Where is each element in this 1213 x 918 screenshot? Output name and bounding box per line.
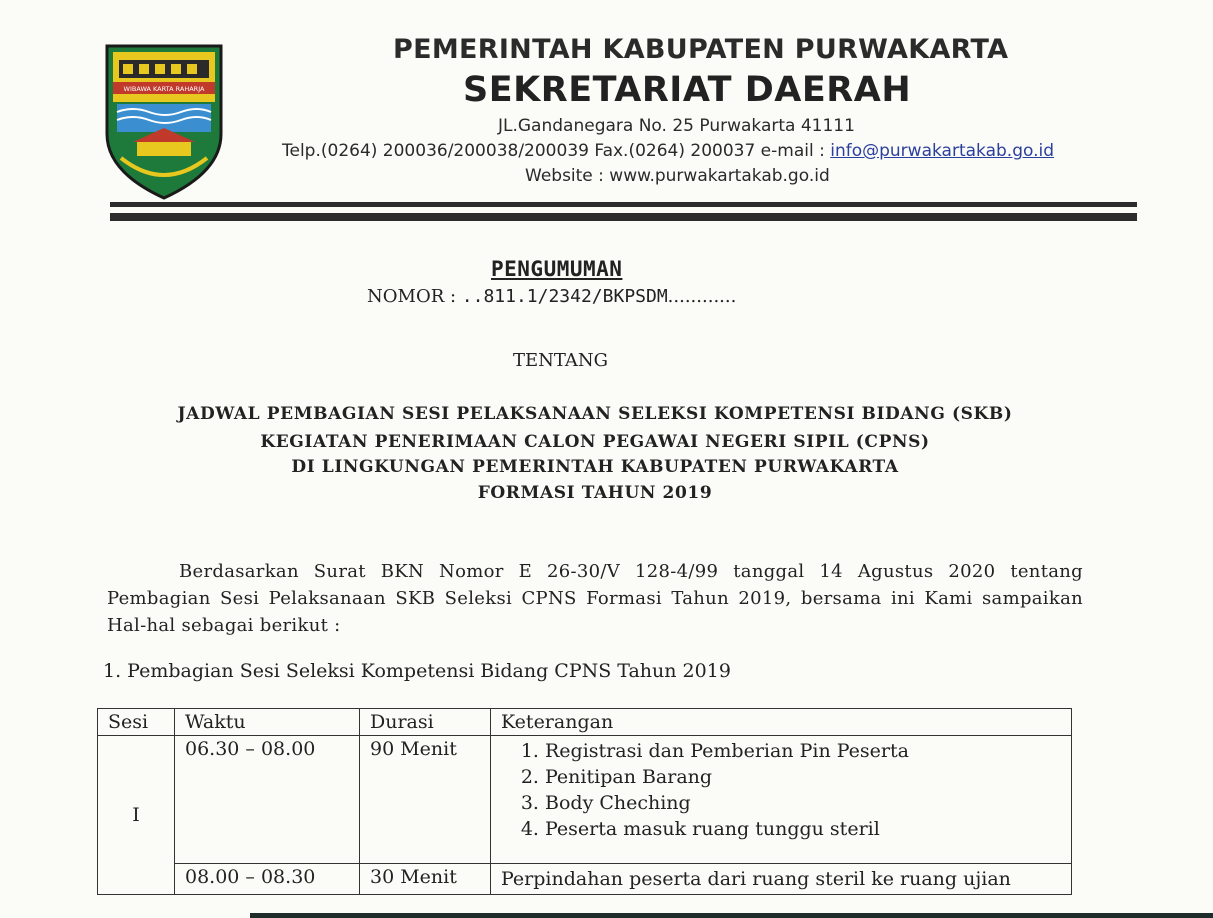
list-item: 1. Registrasi dan Pemberian Pin Peserta xyxy=(545,738,1061,764)
header-rule-thick xyxy=(110,213,1137,221)
purwakarta-emblem xyxy=(103,42,225,202)
intro-paragraph: Berdasarkan Surat BKN Nomor E 26-30/V 128-4/99 tanggal 14 Agustus 2020 tentang Pembagian Sesi Pelaksanaan SKB Seleksi CPNS Formasi Tahun 2019, bersama ini Kami sampaikan Hal-hal sebagai berikut : xyxy=(107,561,1083,636)
number-value: ..811.1/2342/BKPSDM xyxy=(461,286,668,307)
title-line-3: DI LINGKUNGAN PEMERINTAH KABUPATEN PURWAKARTA xyxy=(291,457,899,477)
list-item: 2. Penitipan Barang xyxy=(545,764,1061,790)
number-label: NOMOR : xyxy=(367,286,462,307)
row-2-waktu: 08.00 – 08.30 xyxy=(175,864,360,895)
about-label: TENTANG xyxy=(513,350,609,371)
number-dots: ............ xyxy=(667,286,737,307)
government-name: PEMERINTAH KABUPATEN PURWAKARTA xyxy=(393,34,1009,65)
title-line-1: JADWAL PEMBAGIAN SESI PELAKSANAAN SELEKSI KOMPETENSI BIDANG (SKB) xyxy=(177,404,1013,424)
list-item: 4. Peserta masuk ruang tunggu steril xyxy=(545,816,1061,842)
header-waktu: Waktu xyxy=(175,709,360,736)
list-item: 3. Body Cheching xyxy=(545,790,1061,816)
emblem-motto: WIBAWA KARTA RAHARJA xyxy=(123,85,205,93)
list-item-1: 1. Pembagian Sesi Seleksi Kompetensi Bidang CPNS Tahun 2019 xyxy=(103,660,731,682)
title-line-2: KEGIATAN PENERIMAAN CALON PEGAWAI NEGERI SIPIL (CPNS) xyxy=(260,432,930,452)
header-rule-thin xyxy=(110,202,1137,207)
header-sesi: Sesi xyxy=(98,709,175,736)
row-1-waktu: 06.30 – 08.00 xyxy=(175,736,360,864)
header-durasi: Durasi xyxy=(360,709,491,736)
session-number: I xyxy=(98,736,175,895)
title-line-4: FORMASI TAHUN 2019 xyxy=(477,483,713,503)
contact-prefix: Telp.(0264) 200036/200038/200039 Fax.(0264) 200037 e-mail : xyxy=(282,141,831,161)
table-header-row xyxy=(98,709,1072,736)
row-1-durasi: 90 Menit xyxy=(360,736,491,864)
announcement-heading: PENGUMUMAN xyxy=(491,257,623,281)
table-row xyxy=(98,736,1072,864)
row-2-durasi: 30 Menit xyxy=(360,864,491,895)
session-table xyxy=(97,708,1072,895)
address: JL.Gandanegara No. 25 Purwakarta 41111 xyxy=(498,116,855,136)
table-row xyxy=(98,864,1072,895)
office-name: SEKRETARIAT DAERAH xyxy=(463,70,912,110)
row-1-keterangan xyxy=(491,736,1072,864)
website: Website : www.purwakartakab.go.id xyxy=(525,166,830,186)
header-keterangan: Keterangan xyxy=(491,709,1072,736)
email-link[interactable]: info@purwakartakab.go.id xyxy=(830,141,1054,161)
row-2-keterangan: Perpindahan peserta dari ruang steril ke ruang ujian xyxy=(491,864,1072,895)
bottom-scan-edge xyxy=(250,913,1213,918)
contact-line xyxy=(282,141,1054,161)
announcement-number xyxy=(367,286,736,307)
